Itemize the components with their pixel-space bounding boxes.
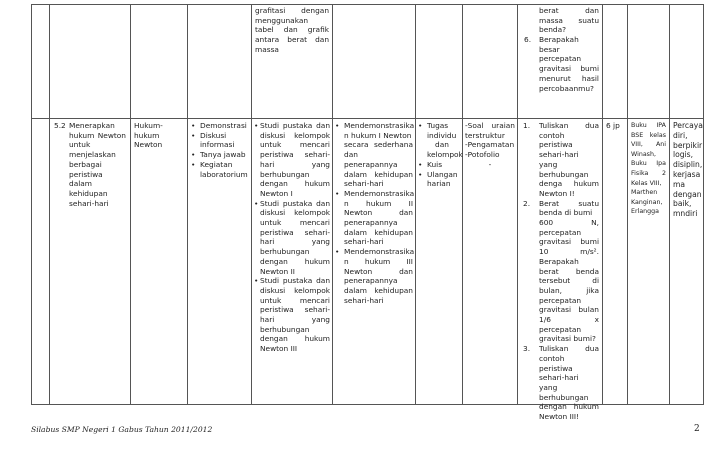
text-line: -	[488, 159, 492, 169]
text-line: denga hukum	[539, 179, 599, 189]
text-line: laboratorium	[200, 169, 248, 179]
pengalaman-cell	[254, 121, 330, 354]
text-line: hari yang	[260, 159, 330, 169]
text-line: Berapakah	[539, 256, 579, 266]
text-line: 1/6 x	[539, 315, 599, 325]
question-number: 1.	[523, 121, 531, 130]
text-line: massa	[255, 44, 279, 54]
bentuk-cell	[465, 121, 515, 170]
text-line: n hukum III	[344, 256, 413, 266]
text-line: Buku Ipa	[631, 160, 666, 168]
column-divider	[462, 5, 463, 404]
text-line: Studi pustaka dan	[260, 121, 330, 130]
text-line: contoh	[539, 130, 565, 140]
text-line: benda di bumi	[539, 208, 593, 218]
text-line: hukum Newton	[69, 130, 126, 140]
question-number: 2.	[523, 198, 531, 208]
text-line: dengan hukum	[260, 256, 330, 266]
column-divider	[332, 5, 333, 404]
text-line: dengan hukum	[260, 334, 330, 344]
text-line: hari yang	[260, 315, 330, 325]
text-line: percepatan	[539, 295, 582, 305]
text-line: harian	[427, 179, 451, 189]
column-divider	[517, 5, 518, 404]
text-line: sehari-hari	[539, 150, 579, 160]
column-divider	[130, 5, 131, 404]
text-line: Kuis	[427, 159, 443, 169]
text-line: Kegiatan	[200, 159, 233, 169]
text-line: peristiwa	[539, 140, 573, 150]
text-line: benda?	[539, 25, 567, 35]
text-line: berpikir	[673, 140, 703, 150]
waktu-cell: 6 jp	[606, 121, 620, 130]
text-line: Kanginan,	[631, 198, 663, 206]
text-line: secara sederhana	[344, 140, 413, 150]
text-line: dalam kehidupan	[344, 285, 413, 295]
text-line: sehari-hari	[344, 295, 384, 305]
text-line: Kelas VIII,	[631, 179, 662, 187]
top-soal6-cell	[539, 35, 599, 93]
text-line: Newton dan	[344, 266, 413, 276]
text-line: -Pengamatan	[465, 140, 515, 150]
column-divider	[627, 5, 628, 404]
text-line: Ulangan	[427, 169, 458, 179]
text-line: Newton II	[260, 266, 295, 276]
text-line: Tuliskan dua	[539, 121, 599, 130]
text-line: dan penerapannya	[344, 150, 398, 169]
bullet-icon: •	[418, 169, 423, 179]
text-line: Buku IPA	[631, 122, 666, 129]
text-line: dengan hukum	[539, 402, 599, 412]
bullet-icon: •	[418, 121, 423, 130]
text-line: n hukum II	[344, 198, 413, 208]
column-divider	[49, 5, 50, 404]
text-line: kelompok	[427, 150, 463, 160]
text-line: peristiwa sehari-	[260, 227, 330, 237]
text-line: berhubungan	[260, 247, 310, 257]
text-line: Percaya	[673, 121, 703, 130]
text-line: Newton I!	[539, 188, 575, 198]
text-line: disiplin,	[673, 160, 703, 170]
bullet-icon: •	[191, 159, 196, 169]
bullet-icon: •	[335, 121, 340, 130]
text-line: dalam kehidupan	[344, 227, 413, 237]
text-line: Hukum-	[134, 121, 163, 130]
text-line: berhubungan	[539, 169, 589, 179]
text-line: gravitasi bulan	[539, 305, 599, 315]
text-line: menjelaskan	[69, 150, 116, 160]
text-line: Marthen	[631, 189, 658, 197]
text-line: Fisika 2	[631, 169, 666, 177]
text-line: diskusi kelompok	[260, 285, 330, 295]
text-line: berat dan	[539, 6, 599, 15]
text-line: Mendemonstrasika	[344, 247, 415, 257]
text-line: dengan hukum	[260, 179, 330, 189]
text-line: peristiwa dalam	[69, 169, 103, 189]
question-number: 6.	[524, 35, 532, 44]
text-line: kehidupan	[69, 188, 108, 198]
text-line: Studi pustaka dan	[260, 276, 330, 286]
column-divider	[415, 5, 416, 404]
text-line: gravitasi bumi	[539, 64, 599, 74]
column-divider	[602, 5, 603, 404]
text-line: tabel dan grafik	[255, 25, 329, 35]
text-line: untuk	[69, 140, 91, 150]
text-line: percobaanmu?	[539, 83, 594, 93]
question-number: 3.	[523, 344, 531, 354]
text-line: untuk mencari	[260, 218, 330, 228]
text-line: Mendemonstrasika	[344, 121, 415, 130]
indikator-cell	[335, 121, 413, 305]
kegiatan-cell	[191, 121, 249, 179]
text-line: Winash,	[631, 150, 656, 158]
text-line: baik,	[673, 199, 692, 209]
text-line: grafitasi dengan	[255, 6, 329, 15]
sumber-cell	[631, 121, 666, 217]
text-line: Newton III	[260, 344, 298, 354]
text-line: berhubungan	[260, 324, 310, 334]
text-line: Berat suatu	[539, 198, 599, 208]
text-line: berhubungan	[260, 169, 310, 179]
top-pengalaman-cell	[255, 6, 329, 55]
text-line: besar	[539, 44, 560, 54]
text-line: -Potofolio	[465, 150, 500, 160]
text-line: kerjasa	[673, 169, 701, 179]
text-line: Berapakah	[539, 35, 579, 44]
karakter-cell	[673, 121, 704, 219]
text-line: hukum	[134, 130, 160, 140]
text-line: diskusi kelompok	[260, 208, 330, 218]
text-line: berhubungan	[539, 392, 589, 402]
text-line: contoh	[539, 353, 565, 363]
column-divider	[669, 5, 670, 404]
bullet-icon: •	[191, 150, 196, 160]
bullet-icon: •	[254, 198, 259, 208]
text-line: Newton III!	[539, 412, 580, 422]
text-line: Menerapkan	[69, 121, 115, 130]
text-line: Newton I	[260, 188, 293, 198]
text-line: sehari-hari	[539, 373, 579, 383]
text-line: Diskusi	[200, 130, 227, 140]
soal-cell	[523, 121, 599, 422]
bullet-icon: •	[418, 159, 423, 169]
text-line: individu	[427, 130, 457, 140]
text-line: menurut hasil	[539, 73, 599, 83]
text-line: percepatan	[539, 54, 582, 64]
text-line: yang	[539, 159, 558, 169]
text-line: menggunakan	[255, 15, 309, 25]
text-line: VIII, Ani	[631, 141, 666, 149]
text-line: berat benda	[539, 266, 599, 276]
text-line: sehari-hari	[69, 198, 109, 208]
text-line: penerapannya	[344, 218, 398, 228]
bullet-icon: •	[335, 188, 340, 198]
kd-cell	[69, 121, 126, 208]
column-divider	[251, 5, 252, 404]
text-line: Newton	[134, 140, 163, 150]
text-line: -Soal uraian	[465, 121, 515, 130]
text-line: 600 N,	[539, 218, 599, 228]
bullet-icon: •	[254, 276, 259, 286]
text-line: Demonstrasi	[200, 121, 247, 130]
row-divider	[32, 118, 703, 119]
page-number: 2	[694, 424, 700, 434]
text-line: Erlangga	[631, 208, 660, 216]
text-line: Tanya jawab	[200, 150, 246, 160]
syllabus-table	[31, 4, 704, 422]
text-line: untuk mencari	[260, 140, 330, 150]
text-line: diri,	[673, 130, 688, 140]
bullet-icon: •	[254, 121, 259, 130]
text-line: Studi pustaka dan	[260, 198, 330, 208]
text-line: hari yang	[260, 237, 330, 247]
text-line: dalam kehidupan	[344, 169, 413, 179]
text-line: sehari-hari	[344, 237, 384, 247]
text-line: tersebut di	[539, 276, 599, 286]
bullet-icon: •	[191, 121, 196, 130]
text-line: berbagai	[69, 159, 102, 169]
text-line: peristiwa sehari-	[260, 305, 330, 315]
text-line: peristiwa	[539, 363, 573, 373]
teknik-cell	[418, 121, 463, 189]
text-line: dan	[435, 140, 449, 150]
text-line: antara berat dan	[255, 35, 329, 45]
text-line: gravitasi bumi?	[539, 334, 596, 344]
materi-cell	[134, 121, 163, 150]
kd-number: 5.2	[54, 121, 66, 130]
text-line: ma	[673, 179, 686, 189]
bullet-icon: •	[335, 247, 340, 257]
text-line: Newton dan	[344, 208, 413, 218]
text-line: penerapannya	[344, 276, 398, 286]
text-line: Tugas	[427, 121, 449, 130]
text-line: n hukum I Newton	[344, 130, 412, 140]
text-line: mndiri	[673, 209, 698, 219]
text-line: percepatan	[539, 227, 582, 237]
text-line: untuk mencari	[260, 295, 330, 305]
text-line: sehari-hari	[344, 179, 384, 189]
text-line: terstruktur	[465, 130, 505, 140]
text-line: massa suatu	[539, 15, 599, 25]
text-line: informasi	[200, 140, 235, 150]
text-line: dengan	[673, 189, 702, 199]
text-line: Tuliskan dua	[539, 344, 599, 354]
text-line: diskusi kelompok	[260, 130, 330, 140]
text-line: bulan, jika	[539, 285, 599, 295]
text-line: gravitasi bumi	[539, 237, 599, 247]
text-line: percepatan	[539, 324, 582, 334]
text-line: Mendemonstrasika	[344, 188, 415, 198]
text-line: yang	[539, 382, 558, 392]
bullet-icon: •	[191, 130, 196, 140]
text-line: 10 m/s².	[539, 247, 599, 257]
top-soal-cell	[539, 6, 599, 35]
text-line: logis,	[673, 150, 694, 160]
column-divider	[187, 5, 188, 404]
footer-text: Silabus SMP Negeri 1 Gabus Tahun 2011/2012	[31, 425, 213, 434]
text-line: peristiwa sehari-	[260, 150, 330, 160]
text-line: BSE kelas	[631, 131, 666, 139]
